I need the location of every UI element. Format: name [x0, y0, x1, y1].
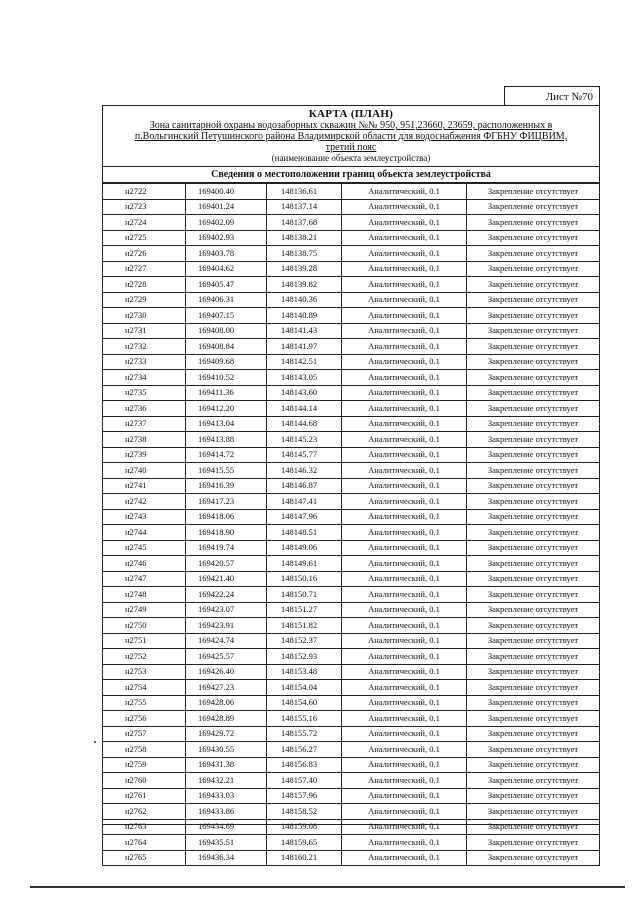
- x-coordinate-cell: 169408.84: [186, 339, 267, 355]
- x-coordinate-cell: 169402.09: [186, 215, 267, 231]
- x-coordinate-cell: 169436.34: [186, 850, 267, 866]
- method-accuracy-cell: Аналитический, 0.1: [342, 323, 467, 339]
- fixing-description-cell: Закрепление отсутствует: [467, 230, 600, 246]
- table-row: [103, 695, 600, 711]
- point-id-cell: н2727: [103, 261, 186, 277]
- x-coordinate-cell: 169435.51: [186, 835, 267, 851]
- method-accuracy-cell: Аналитический, 0.1: [342, 230, 467, 246]
- fixing-description-cell: Закрепление отсутствует: [467, 354, 600, 370]
- point-id-cell: н2747: [103, 571, 186, 587]
- y-coordinate-cell: 148154.04: [267, 680, 342, 696]
- y-coordinate-cell: 148156.27: [267, 742, 342, 758]
- fixing-description-cell: Закрепление отсутствует: [467, 633, 600, 649]
- table-row: [103, 742, 600, 758]
- point-id-cell: н2743: [103, 509, 186, 525]
- table-row: [103, 525, 600, 541]
- method-accuracy-cell: Аналитический, 0.1: [342, 416, 467, 432]
- method-accuracy-cell: Аналитический, 0.1: [342, 804, 467, 820]
- fixing-description-cell: Закрепление отсутствует: [467, 850, 600, 866]
- fixing-description-cell: Закрепление отсутствует: [467, 292, 600, 308]
- x-coordinate-cell: 169426.40: [186, 664, 267, 680]
- point-id-cell: н2725: [103, 230, 186, 246]
- table-row: [103, 416, 600, 432]
- fixing-description-cell: Закрепление отсутствует: [467, 494, 600, 510]
- x-coordinate-cell: 169402.93: [186, 230, 267, 246]
- method-accuracy-cell: Аналитический, 0.1: [342, 850, 467, 866]
- x-coordinate-cell: 169400.40: [186, 184, 267, 200]
- fixing-description-cell: Закрепление отсутствует: [467, 246, 600, 262]
- table-row: [103, 819, 600, 835]
- x-coordinate-cell: 169416.39: [186, 478, 267, 494]
- y-coordinate-cell: 148155.72: [267, 726, 342, 742]
- document-title: КАРТА (ПЛАН): [308, 108, 394, 120]
- point-id-cell: н2742: [103, 494, 186, 510]
- fixing-description-cell: Закрепление отсутствует: [467, 401, 600, 417]
- x-coordinate-cell: 169401.24: [186, 199, 267, 215]
- point-id-cell: н2729: [103, 292, 186, 308]
- x-coordinate-cell: 169423.91: [186, 618, 267, 634]
- point-id-cell: н2759: [103, 757, 186, 773]
- method-accuracy-cell: Аналитический, 0.1: [342, 199, 467, 215]
- fixing-description-cell: Закрепление отсутствует: [467, 680, 600, 696]
- fixing-description-cell: Закрепление отсутствует: [467, 509, 600, 525]
- table-row: [103, 215, 600, 231]
- y-coordinate-cell: 148159.08: [267, 819, 342, 835]
- method-accuracy-cell: Аналитический, 0.1: [342, 618, 467, 634]
- method-accuracy-cell: Аналитический, 0.1: [342, 773, 467, 789]
- y-coordinate-cell: 148154.60: [267, 695, 342, 711]
- fixing-description-cell: Закрепление отсутствует: [467, 540, 600, 556]
- table-row: [103, 556, 600, 572]
- y-coordinate-cell: 148145.23: [267, 432, 342, 448]
- table-row: [103, 804, 600, 820]
- y-coordinate-cell: 148140.89: [267, 308, 342, 324]
- point-id-cell: н2750: [103, 618, 186, 634]
- method-accuracy-cell: Аналитический, 0.1: [342, 711, 467, 727]
- method-accuracy-cell: Аналитический, 0.1: [342, 587, 467, 603]
- y-coordinate-cell: 148137.68: [267, 215, 342, 231]
- table-row: [103, 401, 600, 417]
- x-coordinate-cell: 169432.21: [186, 773, 267, 789]
- x-coordinate-cell: 169418.06: [186, 509, 267, 525]
- fixing-description-cell: Закрепление отсутствует: [467, 385, 600, 401]
- y-coordinate-cell: 148144.68: [267, 416, 342, 432]
- table-row: [103, 664, 600, 680]
- x-coordinate-cell: 169430.55: [186, 742, 267, 758]
- y-coordinate-cell: 148152.37: [267, 633, 342, 649]
- method-accuracy-cell: Аналитический, 0.1: [342, 463, 467, 479]
- y-coordinate-cell: 148159.65: [267, 835, 342, 851]
- table-row: [103, 509, 600, 525]
- fixing-description-cell: Закрепление отсутствует: [467, 525, 600, 541]
- y-coordinate-cell: 148145.77: [267, 447, 342, 463]
- method-accuracy-cell: Аналитический, 0.1: [342, 184, 467, 200]
- point-id-cell: н2761: [103, 788, 186, 804]
- x-coordinate-cell: 169408.00: [186, 323, 267, 339]
- x-coordinate-cell: 169419.74: [186, 540, 267, 556]
- y-coordinate-cell: 148140.36: [267, 292, 342, 308]
- fixing-description-cell: Закрепление отсутствует: [467, 432, 600, 448]
- y-coordinate-cell: 148144.14: [267, 401, 342, 417]
- point-id-cell: н2724: [103, 215, 186, 231]
- method-accuracy-cell: Аналитический, 0.1: [342, 757, 467, 773]
- point-id-cell: н2751: [103, 633, 186, 649]
- fixing-description-cell: Закрепление отсутствует: [467, 556, 600, 572]
- fixing-description-cell: Закрепление отсутствует: [467, 587, 600, 603]
- bottom-rule: [30, 886, 625, 888]
- table-row: [103, 757, 600, 773]
- fixing-description-cell: Закрепление отсутствует: [467, 726, 600, 742]
- y-coordinate-cell: 148139.82: [267, 277, 342, 293]
- point-id-cell: н2734: [103, 370, 186, 386]
- fixing-description-cell: Закрепление отсутствует: [467, 711, 600, 727]
- x-coordinate-cell: 169433.86: [186, 804, 267, 820]
- y-coordinate-cell: 148157.96: [267, 788, 342, 804]
- table-row: [103, 246, 600, 262]
- fixing-description-cell: Закрепление отсутствует: [467, 478, 600, 494]
- method-accuracy-cell: Аналитический, 0.1: [342, 835, 467, 851]
- point-id-cell: н2749: [103, 602, 186, 618]
- x-coordinate-cell: 169415.55: [186, 463, 267, 479]
- point-id-cell: н2745: [103, 540, 186, 556]
- x-coordinate-cell: 169410.52: [186, 370, 267, 386]
- fixing-description-cell: Закрепление отсутствует: [467, 323, 600, 339]
- fixing-description-cell: Закрепление отсутствует: [467, 463, 600, 479]
- point-id-cell: н2755: [103, 695, 186, 711]
- x-coordinate-cell: 169431.38: [186, 757, 267, 773]
- y-coordinate-cell: 148142.51: [267, 354, 342, 370]
- table-row: [103, 835, 600, 851]
- x-coordinate-cell: 169420.57: [186, 556, 267, 572]
- x-coordinate-cell: 169434.69: [186, 819, 267, 835]
- table-row: [103, 432, 600, 448]
- point-id-cell: н2763: [103, 819, 186, 835]
- y-coordinate-cell: 148143.60: [267, 385, 342, 401]
- table-row: [103, 571, 600, 587]
- table-row: [103, 184, 600, 200]
- fixing-description-cell: Закрепление отсутствует: [467, 571, 600, 587]
- object-caption: (наименование объекта землеустройства): [271, 153, 431, 163]
- point-id-cell: н2757: [103, 726, 186, 742]
- point-id-cell: н2744: [103, 525, 186, 541]
- table-row: [103, 602, 600, 618]
- fixing-description-cell: Закрепление отсутствует: [467, 835, 600, 851]
- fixing-description-cell: Закрепление отсутствует: [467, 339, 600, 355]
- y-coordinate-cell: 148138.75: [267, 246, 342, 262]
- table-row: [103, 261, 600, 277]
- y-coordinate-cell: 148150.16: [267, 571, 342, 587]
- y-coordinate-cell: 148143.05: [267, 370, 342, 386]
- method-accuracy-cell: Аналитический, 0.1: [342, 308, 467, 324]
- point-id-cell: н2738: [103, 432, 186, 448]
- method-accuracy-cell: Аналитический, 0.1: [342, 370, 467, 386]
- method-accuracy-cell: Аналитический, 0.1: [342, 602, 467, 618]
- y-coordinate-cell: 148157.40: [267, 773, 342, 789]
- point-id-cell: н2748: [103, 587, 186, 603]
- fixing-description-cell: Закрепление отсутствует: [467, 618, 600, 634]
- method-accuracy-cell: Аналитический, 0.1: [342, 525, 467, 541]
- x-coordinate-cell: 169406.31: [186, 292, 267, 308]
- point-id-cell: н2739: [103, 447, 186, 463]
- fixing-description-cell: Закрепление отсутствует: [467, 215, 600, 231]
- x-coordinate-cell: 169422.24: [186, 587, 267, 603]
- method-accuracy-cell: Аналитический, 0.1: [342, 261, 467, 277]
- object-description-line-3: третий пояс: [325, 142, 377, 153]
- point-id-cell: н2762: [103, 804, 186, 820]
- table-row: [103, 277, 600, 293]
- table-row: [103, 385, 600, 401]
- x-coordinate-cell: 169433.03: [186, 788, 267, 804]
- x-coordinate-cell: 169407.15: [186, 308, 267, 324]
- x-coordinate-cell: 169429.72: [186, 726, 267, 742]
- method-accuracy-cell: Аналитический, 0.1: [342, 633, 467, 649]
- method-accuracy-cell: Аналитический, 0.1: [342, 494, 467, 510]
- table-row: [103, 680, 600, 696]
- table-row: [103, 308, 600, 324]
- method-accuracy-cell: Аналитический, 0.1: [342, 447, 467, 463]
- method-accuracy-cell: Аналитический, 0.1: [342, 819, 467, 835]
- point-id-cell: н2756: [103, 711, 186, 727]
- method-accuracy-cell: Аналитический, 0.1: [342, 339, 467, 355]
- y-coordinate-cell: 148151.82: [267, 618, 342, 634]
- point-id-cell: н2731: [103, 323, 186, 339]
- fixing-description-cell: Закрепление отсутствует: [467, 261, 600, 277]
- y-coordinate-cell: 148158.52: [267, 804, 342, 820]
- table-row: [103, 494, 600, 510]
- fixing-description-cell: Закрепление отсутствует: [467, 788, 600, 804]
- x-coordinate-cell: 169418.90: [186, 525, 267, 541]
- table-row: [103, 649, 600, 665]
- table-row: [103, 711, 600, 727]
- fixing-description-cell: Закрепление отсутствует: [467, 416, 600, 432]
- method-accuracy-cell: Аналитический, 0.1: [342, 556, 467, 572]
- x-coordinate-cell: 169427.23: [186, 680, 267, 696]
- point-id-cell: н2733: [103, 354, 186, 370]
- method-accuracy-cell: Аналитический, 0.1: [342, 432, 467, 448]
- x-coordinate-cell: 169413.04: [186, 416, 267, 432]
- y-coordinate-cell: 148136.61: [267, 184, 342, 200]
- x-coordinate-cell: 169423.07: [186, 602, 267, 618]
- sheet-number: Лист №70: [504, 86, 600, 106]
- y-coordinate-cell: 148151.27: [267, 602, 342, 618]
- fixing-description-cell: Закрепление отсутствует: [467, 602, 600, 618]
- method-accuracy-cell: Аналитический, 0.1: [342, 385, 467, 401]
- point-id-cell: н2736: [103, 401, 186, 417]
- x-coordinate-cell: 169413.88: [186, 432, 267, 448]
- y-coordinate-cell: 148150.71: [267, 587, 342, 603]
- table-row: [103, 618, 600, 634]
- table-row: [103, 370, 600, 386]
- point-id-cell: н2760: [103, 773, 186, 789]
- coordinates-table-body: [103, 184, 600, 866]
- method-accuracy-cell: Аналитический, 0.1: [342, 509, 467, 525]
- coordinates-table: [102, 183, 600, 866]
- method-accuracy-cell: Аналитический, 0.1: [342, 680, 467, 696]
- y-coordinate-cell: 148153.48: [267, 664, 342, 680]
- method-accuracy-cell: Аналитический, 0.1: [342, 292, 467, 308]
- method-accuracy-cell: Аналитический, 0.1: [342, 401, 467, 417]
- table-row: [103, 478, 600, 494]
- y-coordinate-cell: 148138.21: [267, 230, 342, 246]
- table-row: [103, 463, 600, 479]
- table-row: [103, 447, 600, 463]
- y-coordinate-cell: 148148.51: [267, 525, 342, 541]
- table-row: [103, 354, 600, 370]
- point-id-cell: н2730: [103, 308, 186, 324]
- document-frame: [102, 105, 600, 863]
- point-id-cell: н2726: [103, 246, 186, 262]
- fixing-description-cell: Закрепление отсутствует: [467, 695, 600, 711]
- x-coordinate-cell: 169403.78: [186, 246, 267, 262]
- x-coordinate-cell: 169412.20: [186, 401, 267, 417]
- point-id-cell: н2764: [103, 835, 186, 851]
- table-row: [103, 850, 600, 866]
- table-row: [103, 292, 600, 308]
- object-description-line-1: Зона санитарной охраны водозаборных скважин №№ 950, 951,23660, 23659, расположенных в: [149, 120, 553, 131]
- table-row: [103, 540, 600, 556]
- scan-speck: [94, 741, 96, 743]
- method-accuracy-cell: Аналитический, 0.1: [342, 571, 467, 587]
- y-coordinate-cell: 148149.06: [267, 540, 342, 556]
- x-coordinate-cell: 169409.68: [186, 354, 267, 370]
- y-coordinate-cell: 148152.93: [267, 649, 342, 665]
- x-coordinate-cell: 169414.72: [186, 447, 267, 463]
- point-id-cell: н2765: [103, 850, 186, 866]
- table-row: [103, 788, 600, 804]
- table-row: [103, 587, 600, 603]
- y-coordinate-cell: 148141.43: [267, 323, 342, 339]
- x-coordinate-cell: 169428.89: [186, 711, 267, 727]
- fixing-description-cell: Закрепление отсутствует: [467, 370, 600, 386]
- point-id-cell: н2758: [103, 742, 186, 758]
- fixing-description-cell: Закрепление отсутствует: [467, 664, 600, 680]
- method-accuracy-cell: Аналитический, 0.1: [342, 726, 467, 742]
- y-coordinate-cell: 148147.96: [267, 509, 342, 525]
- section-title: Сведения о местоположении границ объекта землеустройства: [103, 167, 599, 183]
- y-coordinate-cell: 148149.61: [267, 556, 342, 572]
- point-id-cell: н2723: [103, 199, 186, 215]
- table-row: [103, 726, 600, 742]
- point-id-cell: н2722: [103, 184, 186, 200]
- y-coordinate-cell: 148147.41: [267, 494, 342, 510]
- table-row: [103, 339, 600, 355]
- y-coordinate-cell: 148155.16: [267, 711, 342, 727]
- point-id-cell: н2741: [103, 478, 186, 494]
- fixing-description-cell: Закрепление отсутствует: [467, 757, 600, 773]
- y-coordinate-cell: 148137.14: [267, 199, 342, 215]
- point-id-cell: н2732: [103, 339, 186, 355]
- method-accuracy-cell: Аналитический, 0.1: [342, 246, 467, 262]
- y-coordinate-cell: 148139.28: [267, 261, 342, 277]
- x-coordinate-cell: 169421.40: [186, 571, 267, 587]
- fixing-description-cell: Закрепление отсутствует: [467, 308, 600, 324]
- method-accuracy-cell: Аналитический, 0.1: [342, 788, 467, 804]
- point-id-cell: н2728: [103, 277, 186, 293]
- method-accuracy-cell: Аналитический, 0.1: [342, 277, 467, 293]
- fixing-description-cell: Закрепление отсутствует: [467, 742, 600, 758]
- y-coordinate-cell: 148146.87: [267, 478, 342, 494]
- table-row: [103, 773, 600, 789]
- method-accuracy-cell: Аналитический, 0.1: [342, 649, 467, 665]
- y-coordinate-cell: 148156.83: [267, 757, 342, 773]
- y-coordinate-cell: 148146.32: [267, 463, 342, 479]
- point-id-cell: н2753: [103, 664, 186, 680]
- point-id-cell: н2754: [103, 680, 186, 696]
- method-accuracy-cell: Аналитический, 0.1: [342, 215, 467, 231]
- y-coordinate-cell: 148141.97: [267, 339, 342, 355]
- x-coordinate-cell: 169411.36: [186, 385, 267, 401]
- table-row: [103, 230, 600, 246]
- fixing-description-cell: Закрепление отсутствует: [467, 649, 600, 665]
- fixing-description-cell: Закрепление отсутствует: [467, 819, 600, 835]
- fixing-description-cell: Закрепление отсутствует: [467, 804, 600, 820]
- x-coordinate-cell: 169417.23: [186, 494, 267, 510]
- document-header: [103, 106, 599, 167]
- x-coordinate-cell: 169424.74: [186, 633, 267, 649]
- table-row: [103, 633, 600, 649]
- point-id-cell: н2740: [103, 463, 186, 479]
- method-accuracy-cell: Аналитический, 0.1: [342, 742, 467, 758]
- point-id-cell: н2746: [103, 556, 186, 572]
- point-id-cell: н2752: [103, 649, 186, 665]
- x-coordinate-cell: 169425.57: [186, 649, 267, 665]
- point-id-cell: н2735: [103, 385, 186, 401]
- fixing-description-cell: Закрепление отсутствует: [467, 447, 600, 463]
- object-description-line-2: п.Вольгинский Петушинского района Владимирской области для водоснабжения ФГБНУ ФИЦВИМ,: [134, 131, 568, 142]
- method-accuracy-cell: Аналитический, 0.1: [342, 540, 467, 556]
- y-coordinate-cell: 148160.21: [267, 850, 342, 866]
- x-coordinate-cell: 169428.06: [186, 695, 267, 711]
- x-coordinate-cell: 169404.62: [186, 261, 267, 277]
- fixing-description-cell: Закрепление отсутствует: [467, 184, 600, 200]
- method-accuracy-cell: Аналитический, 0.1: [342, 664, 467, 680]
- fixing-description-cell: Закрепление отсутствует: [467, 277, 600, 293]
- table-row: [103, 323, 600, 339]
- method-accuracy-cell: Аналитический, 0.1: [342, 478, 467, 494]
- fixing-description-cell: Закрепление отсутствует: [467, 773, 600, 789]
- method-accuracy-cell: Аналитический, 0.1: [342, 354, 467, 370]
- method-accuracy-cell: Аналитический, 0.1: [342, 695, 467, 711]
- point-id-cell: н2737: [103, 416, 186, 432]
- table-row: [103, 199, 600, 215]
- fixing-description-cell: Закрепление отсутствует: [467, 199, 600, 215]
- x-coordinate-cell: 169405.47: [186, 277, 267, 293]
